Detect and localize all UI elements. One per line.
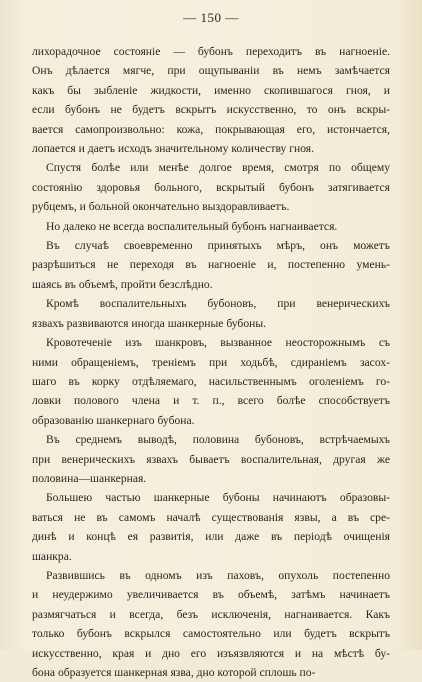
text-line: бона образуется шанкерная язва, дно которой сплошь по- xyxy=(32,666,316,679)
text-line: шанкра. xyxy=(32,549,72,563)
text-line: состоянiю здоровья больного, вскрытый бубонъ затягивается xyxy=(32,180,390,194)
text-line: половина—шанкерная. xyxy=(32,471,147,485)
text-line: язвахъ развиваются иногда шанкерные бубоны. xyxy=(32,316,267,330)
text-line: если бубонъ не будетъ вскрытъ искусственно, то онъ вскры- xyxy=(32,103,390,117)
text-line: Кровотеченiе изъ шанкровъ, вызванное неосторожнымъ съ xyxy=(46,336,390,350)
text-line: вается самопроизвольно: кожа, покрывающая его, истончается, xyxy=(32,122,390,136)
text-line: Въ случаѣ своевременно принятыхъ мѣръ, онъ можетъ xyxy=(46,239,390,253)
text-line: ваться не въ самомъ началѣ существованiя язвы, а въ сре- xyxy=(32,510,390,524)
text-line: Но далеко не всегда воспалительный бубонъ нагнаивается. xyxy=(46,219,338,233)
paragraph xyxy=(32,566,390,682)
text-line: размягчаться и всегда, безъ исключенiя, нагнаивается. Какъ xyxy=(32,607,390,621)
paragraph xyxy=(32,158,390,216)
text-line: Онъ дѣлается мягче, при ощупыванiи въ немъ замѣчается xyxy=(32,64,390,78)
text-line: искусственно, края и дно его изъязвляются и на мѣстѣ бу- xyxy=(32,646,390,660)
text-line: ними обращенiемъ, тренiемъ при ходьбѣ, сдиранiемъ засох- xyxy=(32,355,390,369)
paragraph xyxy=(32,42,390,158)
body-text xyxy=(32,42,390,682)
text-line: Большею частью шанкерные бубоны начинаютъ образовы- xyxy=(46,491,390,505)
text-line: образованiю шанкернаго бубона. xyxy=(32,413,195,427)
text-line: Спустя болѣе или менѣе долгое время, смотря по общему xyxy=(46,161,390,175)
text-line: лихорадочное состоянiе — бубонъ переходитъ въ нагноенiе. xyxy=(32,45,390,58)
text-line: только бубонъ вскрылся самостоятельно или будетъ вскрытъ xyxy=(32,627,390,641)
text-line: Развившись въ одномъ изъ паховъ, опухоль постепенно xyxy=(46,568,390,582)
paragraph xyxy=(32,217,390,236)
paragraph xyxy=(32,488,390,566)
text-line: рубцемъ, и больной окончательно выздоравливаетъ. xyxy=(32,200,290,214)
paragraph xyxy=(32,333,390,430)
paragraph xyxy=(32,236,390,294)
text-line: динѣ и концѣ ея развитiя, или даже въ перiодѣ очищенiя xyxy=(32,530,390,544)
text-line: Въ среднемъ выводѣ, половина бубоновъ, встрѣчаемыхъ xyxy=(46,433,390,447)
page-number: — 150 — xyxy=(183,10,239,25)
text-line: Кромѣ воспалительныхъ бубоновъ, при венерическихъ xyxy=(46,297,390,311)
text-line: ловки полового члена и т. п., всего болѣе способствуетъ xyxy=(32,394,390,408)
text-line: и неудержимо увеличивается въ объемѣ, затѣмъ начинаетъ xyxy=(32,588,390,602)
text-line: шаго въ корку отдѣляемаго, насильственнымъ оголенiемъ го- xyxy=(32,374,390,388)
text-line: шаясь въ объемѣ, пройти безслѣдно. xyxy=(32,277,213,291)
text-line: разрѣшиться не переходя въ нагноенiе и, постепенно умень- xyxy=(32,258,390,272)
paragraph xyxy=(32,430,390,488)
paragraph xyxy=(32,294,390,333)
text-line: при венерическихъ язвахъ бываетъ воспалительная, другая же xyxy=(32,452,390,466)
text-line: лопается и даетъ исходъ значительному количеству гноя. xyxy=(32,142,315,156)
text-line: какъ бы зыбленiе жидкости, именно скопившагося гноя, и xyxy=(32,83,390,97)
